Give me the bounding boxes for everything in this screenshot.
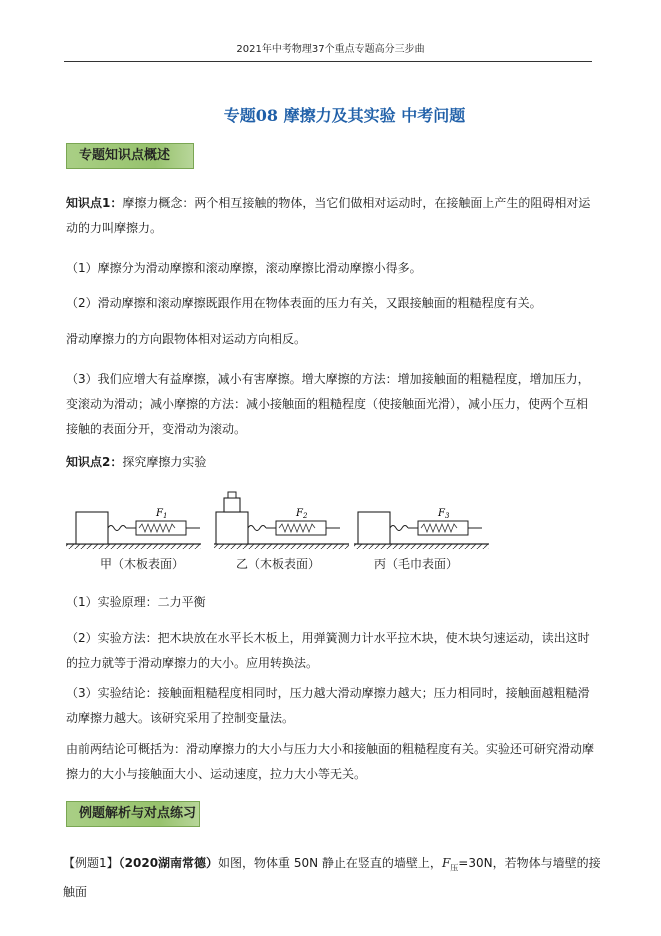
paragraph-3: 滑动摩擦力的方向跟物体相对运动方向相反。 [66,332,307,346]
knowledge-point-2 [66,450,598,475]
example-1-tag: 【例题1】 [63,856,119,870]
example-1 [63,851,603,905]
knowledge-point-2-label: 知识点2： [66,455,123,469]
force-label-3: $F_3$ [438,508,450,520]
example-1-force-sub: 压 [450,863,459,873]
example-1-force-var: F [441,856,451,870]
experiment-principle: （1）实验原理：二力平衡 [66,595,206,609]
wood-block [216,512,248,544]
experiment-method: （2）实验方法：把木块放在水平长木板上，用弹簧测力计水平拉木块，使木块匀速运动，读出这时的拉力就等于滑动摩擦力的大小。应用转换法。 [66,631,590,670]
paragraph-1: （1）摩擦分为滑动摩擦和滚动摩擦，滚动摩擦比滑动摩擦小得多。 [66,261,422,275]
setup-jia [66,508,201,549]
friction-experiment-figure [64,488,504,560]
weight [224,498,240,512]
paragraph-4: （3）我们应增大有益摩擦，减小有害摩擦。增大摩擦的方法：增加接触面的粗糙程度，增加压力，变滚动为滑动；减小摩擦的方法：减小接触面的粗糙程度（使接触面光滑），减小压力，使两个互相接触的表面分开，变滑动为滚动。 [66,372,590,436]
page-header: 2021年中考物理37个重点专题高分三步曲 [236,44,425,55]
setup-yi [214,492,349,549]
example-1-text-after: =30N，若物体与墙壁的接触面 [63,856,601,900]
page-title: 专题08 摩擦力及其实验 中考问题 [223,106,466,125]
paragraph-2: （2）滑动摩擦和滚动摩擦既跟作用在物体表面的压力有关，又跟接触面的粗糙程度有关。 [66,296,542,310]
example-1-source: （2020湖南常德） [118,856,219,870]
section-header-overview: 专题知识点概述 [66,143,194,169]
summary-paragraph: 由前两结论可概括为：滑动摩擦力的大小与压力大小和接触面的粗糙程度有关。实验还可研究滑动摩擦力的大小与接触面大小、运动速度，拉力大小等无关。 [66,742,595,781]
header-divider [64,61,592,62]
hook [108,526,126,531]
knowledge-point-1 [66,191,598,241]
caption-yi: 乙（木板表面） [236,557,321,571]
knowledge-point-1-text: 摩擦力概念：两个相互接触的物体，当它们做相对运动时，在接触面上产生的阻碍相对运动的力叫摩擦力。 [66,196,591,235]
wood-block [358,512,390,544]
force-label-2: $F_2$ [296,508,308,520]
wood-block [76,512,108,544]
setup-bing [354,508,489,549]
knowledge-point-2-text: 探究摩擦力实验 [122,455,207,469]
caption-jia: 甲（木板表面） [100,557,185,571]
force-label-1: $F_1$ [156,508,168,520]
caption-bing: 丙（毛巾表面） [374,557,459,571]
experiment-conclusion: （3）实验结论：接触面粗糙程度相同时，压力越大滑动摩擦力越大；压力相同时，接触面越粗糙滑动摩擦力越大。该研究采用了控制变量法。 [66,686,590,725]
example-1-text-before: 如图，物体重 50N 静止在竖直的墙壁上， [218,856,442,870]
knowledge-point-1-label: 知识点1： [66,196,123,210]
section-header-examples: 例题解析与对点练习 [66,801,200,827]
